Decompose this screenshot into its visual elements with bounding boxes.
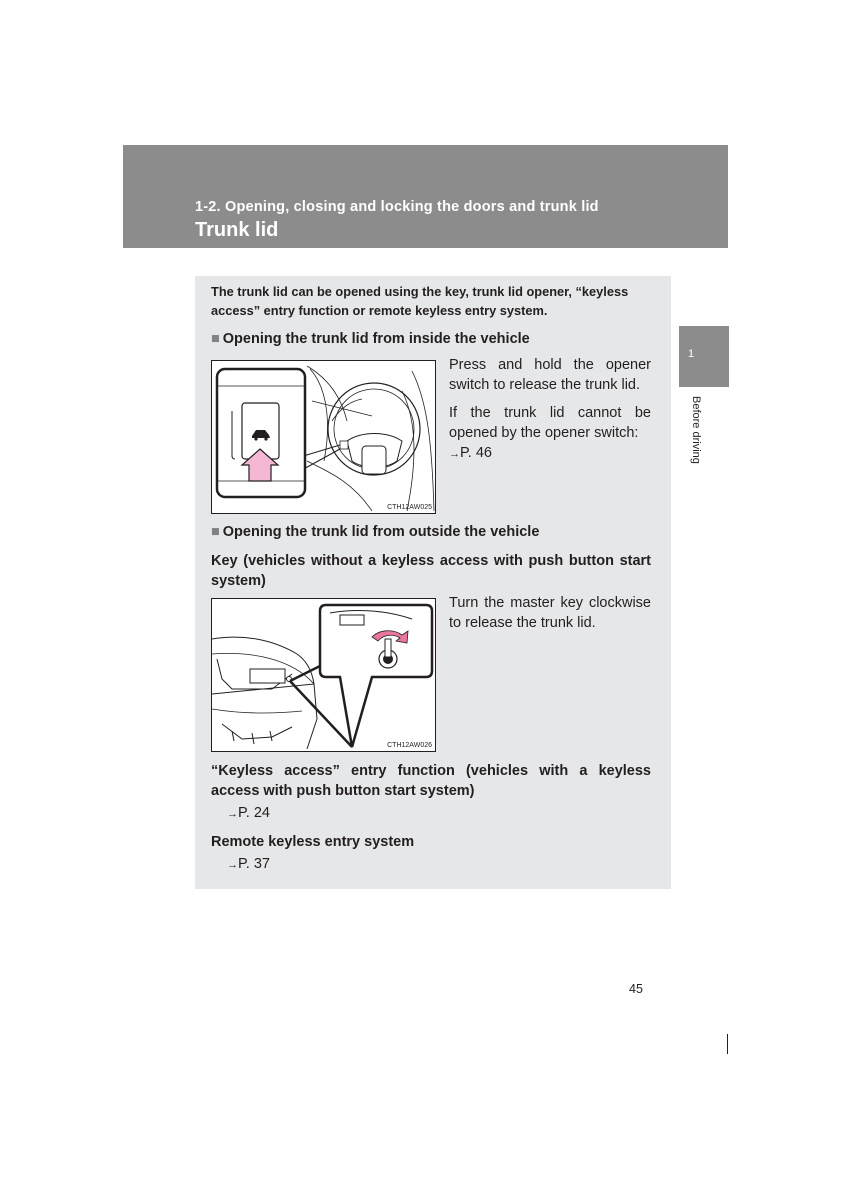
inside-text-2: If the trunk lid cannot be opened by the opener switch: <box>449 405 651 441</box>
opener-switch-illustration <box>212 361 436 514</box>
bullet-square-icon: ■ <box>211 524 220 540</box>
keyless-ref <box>227 805 270 821</box>
master-key-illustration <box>212 599 436 752</box>
inside-ref-text: P. 46 <box>460 445 492 461</box>
chapter-label: Before driving <box>690 396 702 464</box>
outside-heading-text: Opening the trunk lid from outside the vehicle <box>222 524 540 540</box>
inside-heading-text: Opening the trunk lid from inside the vehicle <box>222 331 530 347</box>
figure-code: CTH12AW026 <box>387 742 432 749</box>
bullet-square-icon: ■ <box>211 331 220 347</box>
outside-heading <box>211 524 539 540</box>
inside-ref <box>449 443 651 464</box>
arrow-icon: → <box>449 448 460 460</box>
figure-master-key <box>211 598 436 752</box>
key-description: Turn the master key clockwise to release the trunk lid. <box>449 595 651 631</box>
chapter-tab <box>679 326 729 387</box>
key-heading: Key (vehicles without a keyless access with push button start system) <box>211 553 651 589</box>
intro-text: The trunk lid can be opened using the key, trunk lid opener, “keyless access” entry function or remote keyless entry system. <box>211 284 629 318</box>
page-edge-mark <box>727 1034 728 1054</box>
figure-opener-switch <box>211 360 436 514</box>
figure-code: CTH12AW025 <box>387 504 432 511</box>
content-panel <box>195 276 671 889</box>
inside-heading <box>211 331 530 347</box>
inside-text-1: Press and hold the opener switch to release the trunk lid. <box>449 357 651 393</box>
inside-description <box>449 355 651 464</box>
header-edge-mark <box>726 145 728 165</box>
remote-heading: Remote keyless entry system <box>211 834 415 850</box>
section-title: 1-2. Opening, closing and locking the doors and trunk lid <box>195 199 599 215</box>
keyless-ref-text: P. 24 <box>238 805 270 821</box>
page-number: 45 <box>629 982 643 996</box>
arrow-icon: → <box>227 808 238 820</box>
keyless-heading: “Keyless access” entry function (vehicles with a keyless access with push button start system) <box>211 763 651 799</box>
chapter-number: 1 <box>688 348 695 360</box>
remote-ref <box>227 856 270 872</box>
chapter-header <box>123 145 728 248</box>
page-title: Trunk lid <box>195 219 279 241</box>
arrow-icon: → <box>227 859 238 871</box>
remote-ref-text: P. 37 <box>238 856 270 872</box>
